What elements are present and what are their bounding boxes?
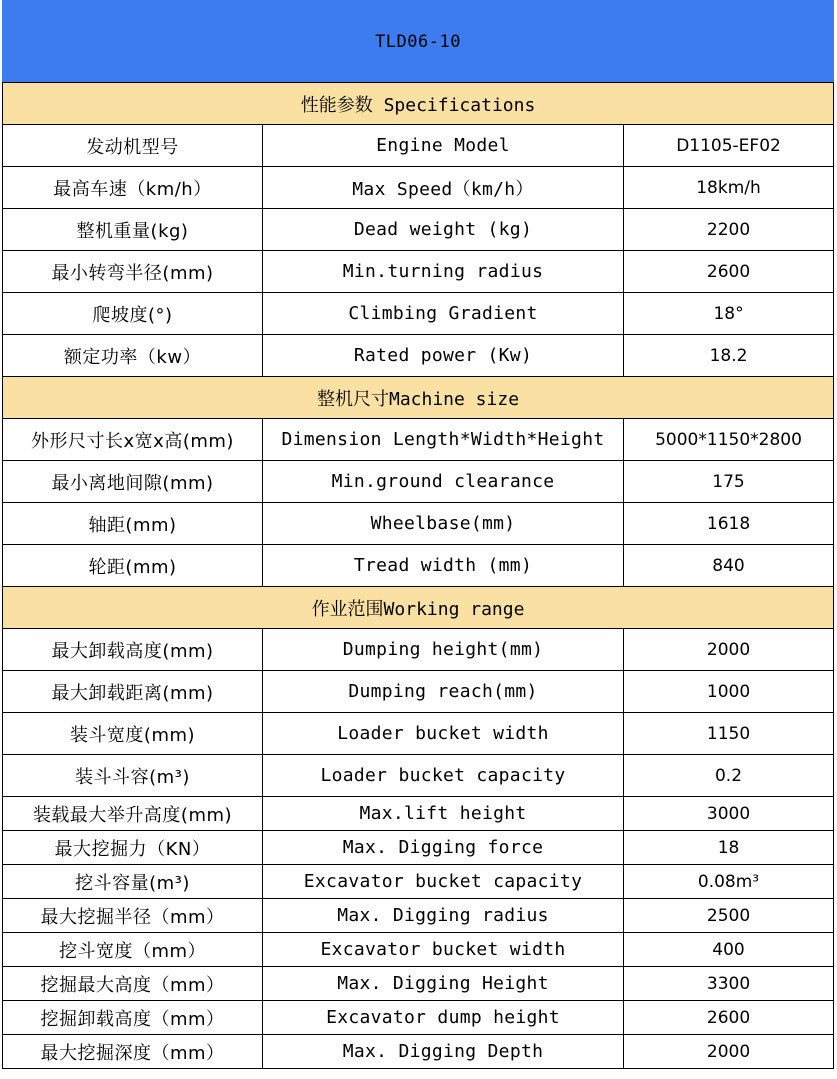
param-name-cn: 轮距(mm) <box>3 545 263 587</box>
section-header <box>3 587 834 629</box>
table-row <box>3 461 834 503</box>
table-row <box>3 293 834 335</box>
param-name-cn: 挖掘最大高度（mm） <box>3 967 263 1001</box>
section-heading: 整机尺寸Machine size <box>3 377 834 419</box>
param-value: 2600 <box>624 1001 834 1035</box>
param-value: 1150 <box>624 713 834 755</box>
param-name-en: Climbing Gradient <box>263 293 624 335</box>
param-value: 2500 <box>624 899 834 933</box>
param-name-cn: 最大卸载高度(mm) <box>3 629 263 671</box>
param-name-cn: 轴距(mm) <box>3 503 263 545</box>
spec-table <box>2 0 834 1069</box>
param-value: 1000 <box>624 671 834 713</box>
param-name-en: Loader bucket capacity <box>263 755 624 797</box>
param-name-cn: 装斗斗容(m³) <box>3 755 263 797</box>
param-name-cn: 发动机型号 <box>3 125 263 167</box>
param-name-en: Tread width (mm) <box>263 545 624 587</box>
table-row <box>3 419 834 461</box>
param-name-en: Excavator bucket width <box>263 933 624 967</box>
param-value: D1105-EF02 <box>624 125 834 167</box>
table-row <box>3 831 834 865</box>
param-name-cn: 外形尺寸长x宽x高(mm) <box>3 419 263 461</box>
param-name-cn: 最高车速（km/h） <box>3 167 263 209</box>
param-name-cn: 最小离地间隙(mm) <box>3 461 263 503</box>
param-value: 18km/h <box>624 167 834 209</box>
param-name-cn: 挖掘卸载高度（mm） <box>3 1001 263 1035</box>
param-value: 400 <box>624 933 834 967</box>
param-name-en: Max. Digging force <box>263 831 624 865</box>
section-header <box>3 83 834 125</box>
param-name-en: Excavator bucket capacity <box>263 865 624 899</box>
param-name-en: Dumping height(mm) <box>263 629 624 671</box>
param-value: 5000*1150*2800 <box>624 419 834 461</box>
table-row <box>3 1035 834 1069</box>
param-name-en: Min.ground clearance <box>263 461 624 503</box>
table-row <box>3 503 834 545</box>
model-title: TLD06-10 <box>3 1 834 83</box>
param-value: 2600 <box>624 251 834 293</box>
param-value: 18.2 <box>624 335 834 377</box>
table-row <box>3 125 834 167</box>
table-row <box>3 251 834 293</box>
table-row <box>3 209 834 251</box>
param-value: 3300 <box>624 967 834 1001</box>
param-name-en: Dumping reach(mm) <box>263 671 624 713</box>
param-value: 2200 <box>624 209 834 251</box>
param-name-cn: 最大卸载距离(mm) <box>3 671 263 713</box>
param-value: 18 <box>624 831 834 865</box>
param-name-cn: 最大挖掘半径（mm） <box>3 899 263 933</box>
param-value: 1618 <box>624 503 834 545</box>
table-row <box>3 545 834 587</box>
param-value: 175 <box>624 461 834 503</box>
table-row <box>3 967 834 1001</box>
table-row <box>3 167 834 209</box>
param-name-cn: 爬坡度(°) <box>3 293 263 335</box>
param-value: 0.2 <box>624 755 834 797</box>
title-row <box>3 1 834 83</box>
table-row <box>3 797 834 831</box>
param-name-en: Engine Model <box>263 125 624 167</box>
section-header <box>3 377 834 419</box>
table-row <box>3 713 834 755</box>
param-name-en: Max Speed（km/h） <box>263 167 624 209</box>
param-name-en: Excavator dump height <box>263 1001 624 1035</box>
param-value: 18° <box>624 293 834 335</box>
param-name-en: Max. Digging Height <box>263 967 624 1001</box>
param-name-en: Min.turning radius <box>263 251 624 293</box>
table-row <box>3 899 834 933</box>
param-name-cn: 装载最大举升高度(mm) <box>3 797 263 831</box>
param-name-en: Dimension Length*Width*Height <box>263 419 624 461</box>
table-row <box>3 933 834 967</box>
param-name-cn: 装斗宽度(mm) <box>3 713 263 755</box>
table-row <box>3 755 834 797</box>
param-name-en: Max.lift height <box>263 797 624 831</box>
param-value: 0.08m³ <box>624 865 834 899</box>
section-heading: 性能参数 Specifications <box>3 83 834 125</box>
param-value: 2000 <box>624 629 834 671</box>
param-value: 3000 <box>624 797 834 831</box>
table-row <box>3 671 834 713</box>
param-name-en: Rated power (Kw) <box>263 335 624 377</box>
param-name-cn: 最小转弯半径(mm) <box>3 251 263 293</box>
param-name-cn: 最大挖掘深度（mm） <box>3 1035 263 1069</box>
param-name-en: Wheelbase(mm) <box>263 503 624 545</box>
param-value: 2000 <box>624 1035 834 1069</box>
param-name-cn: 最大挖掘力（KN） <box>3 831 263 865</box>
param-name-cn: 额定功率（kw） <box>3 335 263 377</box>
param-value: 840 <box>624 545 834 587</box>
table-row <box>3 1001 834 1035</box>
param-name-cn: 整机重量(kg) <box>3 209 263 251</box>
param-name-cn: 挖斗宽度（mm） <box>3 933 263 967</box>
section-heading: 作业范围Working range <box>3 587 834 629</box>
param-name-en: Loader bucket width <box>263 713 624 755</box>
param-name-en: Dead weight (kg) <box>263 209 624 251</box>
table-row <box>3 335 834 377</box>
table-row <box>3 629 834 671</box>
table-row <box>3 865 834 899</box>
param-name-en: Max. Digging Depth <box>263 1035 624 1069</box>
param-name-en: Max. Digging radius <box>263 899 624 933</box>
param-name-cn: 挖斗容量(m³) <box>3 865 263 899</box>
